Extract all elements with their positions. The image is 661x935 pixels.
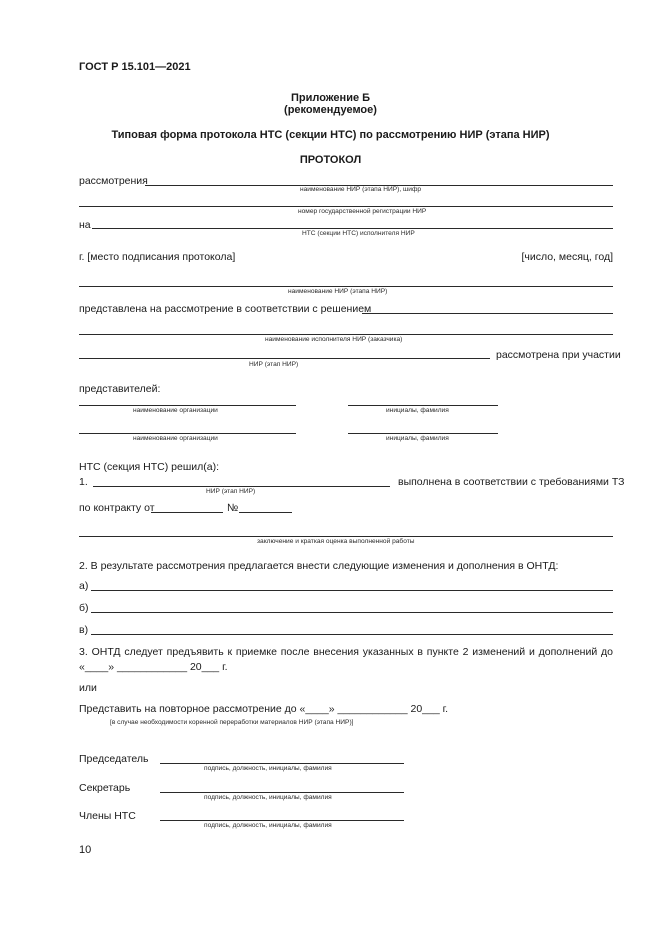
signing-place: г. [место подписания протокола] <box>79 251 236 263</box>
item1-field <box>93 486 390 487</box>
resubmit-text: Представить на повторное рассмотрение до «____» ____________ 20___ г. <box>79 703 449 715</box>
deadline-date: «____» ____________ 20___ г. <box>79 661 228 673</box>
members-signature-field <box>160 820 404 821</box>
na-label: на <box>79 219 91 231</box>
decided-label: НТС (секция НТС) решил(а): <box>79 461 219 473</box>
nir-stage-caption-2: НИР (этап НИР) <box>206 488 256 495</box>
appendix-subtitle: (рекомендуемое) <box>284 104 377 116</box>
members-caption: подпись, должность, инициалы, фамилия <box>204 822 332 829</box>
rework-caption: [в случае необходимости коренной переработки материалов НИР (этапа НИР)] <box>110 719 354 726</box>
form-title: Типовая форма протокола НТС (секции НТС) по рассмотрению НИР (этапа НИР) <box>111 129 550 141</box>
document-code: ГОСТ Р 15.101—2021 <box>79 61 191 73</box>
initials-field-2 <box>348 433 498 434</box>
review-label: рассмотрения <box>79 175 148 187</box>
members-label: Члены НТС <box>79 810 136 822</box>
option-c-field <box>91 634 613 635</box>
chairman-signature-field <box>160 763 404 764</box>
conclusion-caption: заключение и краткая оценка выполненной работы <box>257 538 415 545</box>
item3-text: 3. ОНТД следует предъявить к приемке после внесения указанных в пункте 2 изменений и дополнений до <box>79 646 613 658</box>
org-field-1 <box>79 405 296 406</box>
contract-number-field <box>239 512 292 513</box>
nir-name-field-2 <box>79 286 613 287</box>
option-b-label: б) <box>79 602 89 614</box>
chairman-label: Председатель <box>79 753 149 765</box>
contract-date-field <box>151 512 223 513</box>
or-label: или <box>79 682 97 694</box>
signing-date: [число, месяц, год] <box>521 251 613 263</box>
option-a-field <box>91 590 613 591</box>
representatives-label: представителей: <box>79 383 161 395</box>
chairman-caption: подпись, должность, инициалы, фамилия <box>204 765 332 772</box>
org-caption-1: наименование организации <box>133 407 218 414</box>
presented-label: представлена на рассмотрение в соответствии с решением <box>79 303 372 315</box>
initials-caption-2: инициалы, фамилия <box>386 435 449 442</box>
state-reg-caption: номер государственной регистрации НИР <box>298 208 427 215</box>
state-reg-field <box>79 206 613 207</box>
org-field-2 <box>79 433 296 434</box>
secretary-label: Секретарь <box>79 782 131 794</box>
executor-customer-field <box>79 334 613 335</box>
reviewed-label: рассмотрена при участии <box>496 349 621 361</box>
conclusion-field <box>79 536 613 537</box>
executor-customer-caption: наименование исполнителя НИР (заказчика) <box>265 336 403 343</box>
nts-executor-caption: НТС (секции НТС) исполнителя НИР <box>302 230 415 237</box>
appendix-title: Приложение Б <box>290 92 371 104</box>
protocol-heading: ПРОТОКОЛ <box>299 154 362 166</box>
org-caption-2: наименование организации <box>133 435 218 442</box>
nir-stage-caption: НИР (этап НИР) <box>249 361 299 368</box>
secretary-signature-field <box>160 792 404 793</box>
nir-stage-field <box>79 358 490 359</box>
nir-name-caption: наименование НИР (этапа НИР) <box>288 288 388 295</box>
option-a-label: а) <box>79 580 89 592</box>
contract-no-label: № <box>227 502 239 514</box>
contract-label: по контракту от <box>79 502 155 514</box>
page-number: 10 <box>79 844 92 856</box>
secretary-caption: подпись, должность, инициалы, фамилия <box>204 794 332 801</box>
item1-number: 1. <box>79 476 88 488</box>
option-b-field <box>91 612 613 613</box>
option-c-label: в) <box>79 624 89 636</box>
nir-name-code-caption: наименование НИР (этапа НИР), шифр <box>300 186 422 193</box>
initials-caption-1: инициалы, фамилия <box>386 407 449 414</box>
initials-field-1 <box>348 405 498 406</box>
item2-text: 2. В результате рассмотрения предлагается внести следующие изменения и дополнения в ОНТД: <box>79 560 559 572</box>
nts-field <box>92 228 613 229</box>
decision-field <box>362 313 613 314</box>
item1-text: выполнена в соответствии с требованиями ТЗ <box>398 476 625 488</box>
